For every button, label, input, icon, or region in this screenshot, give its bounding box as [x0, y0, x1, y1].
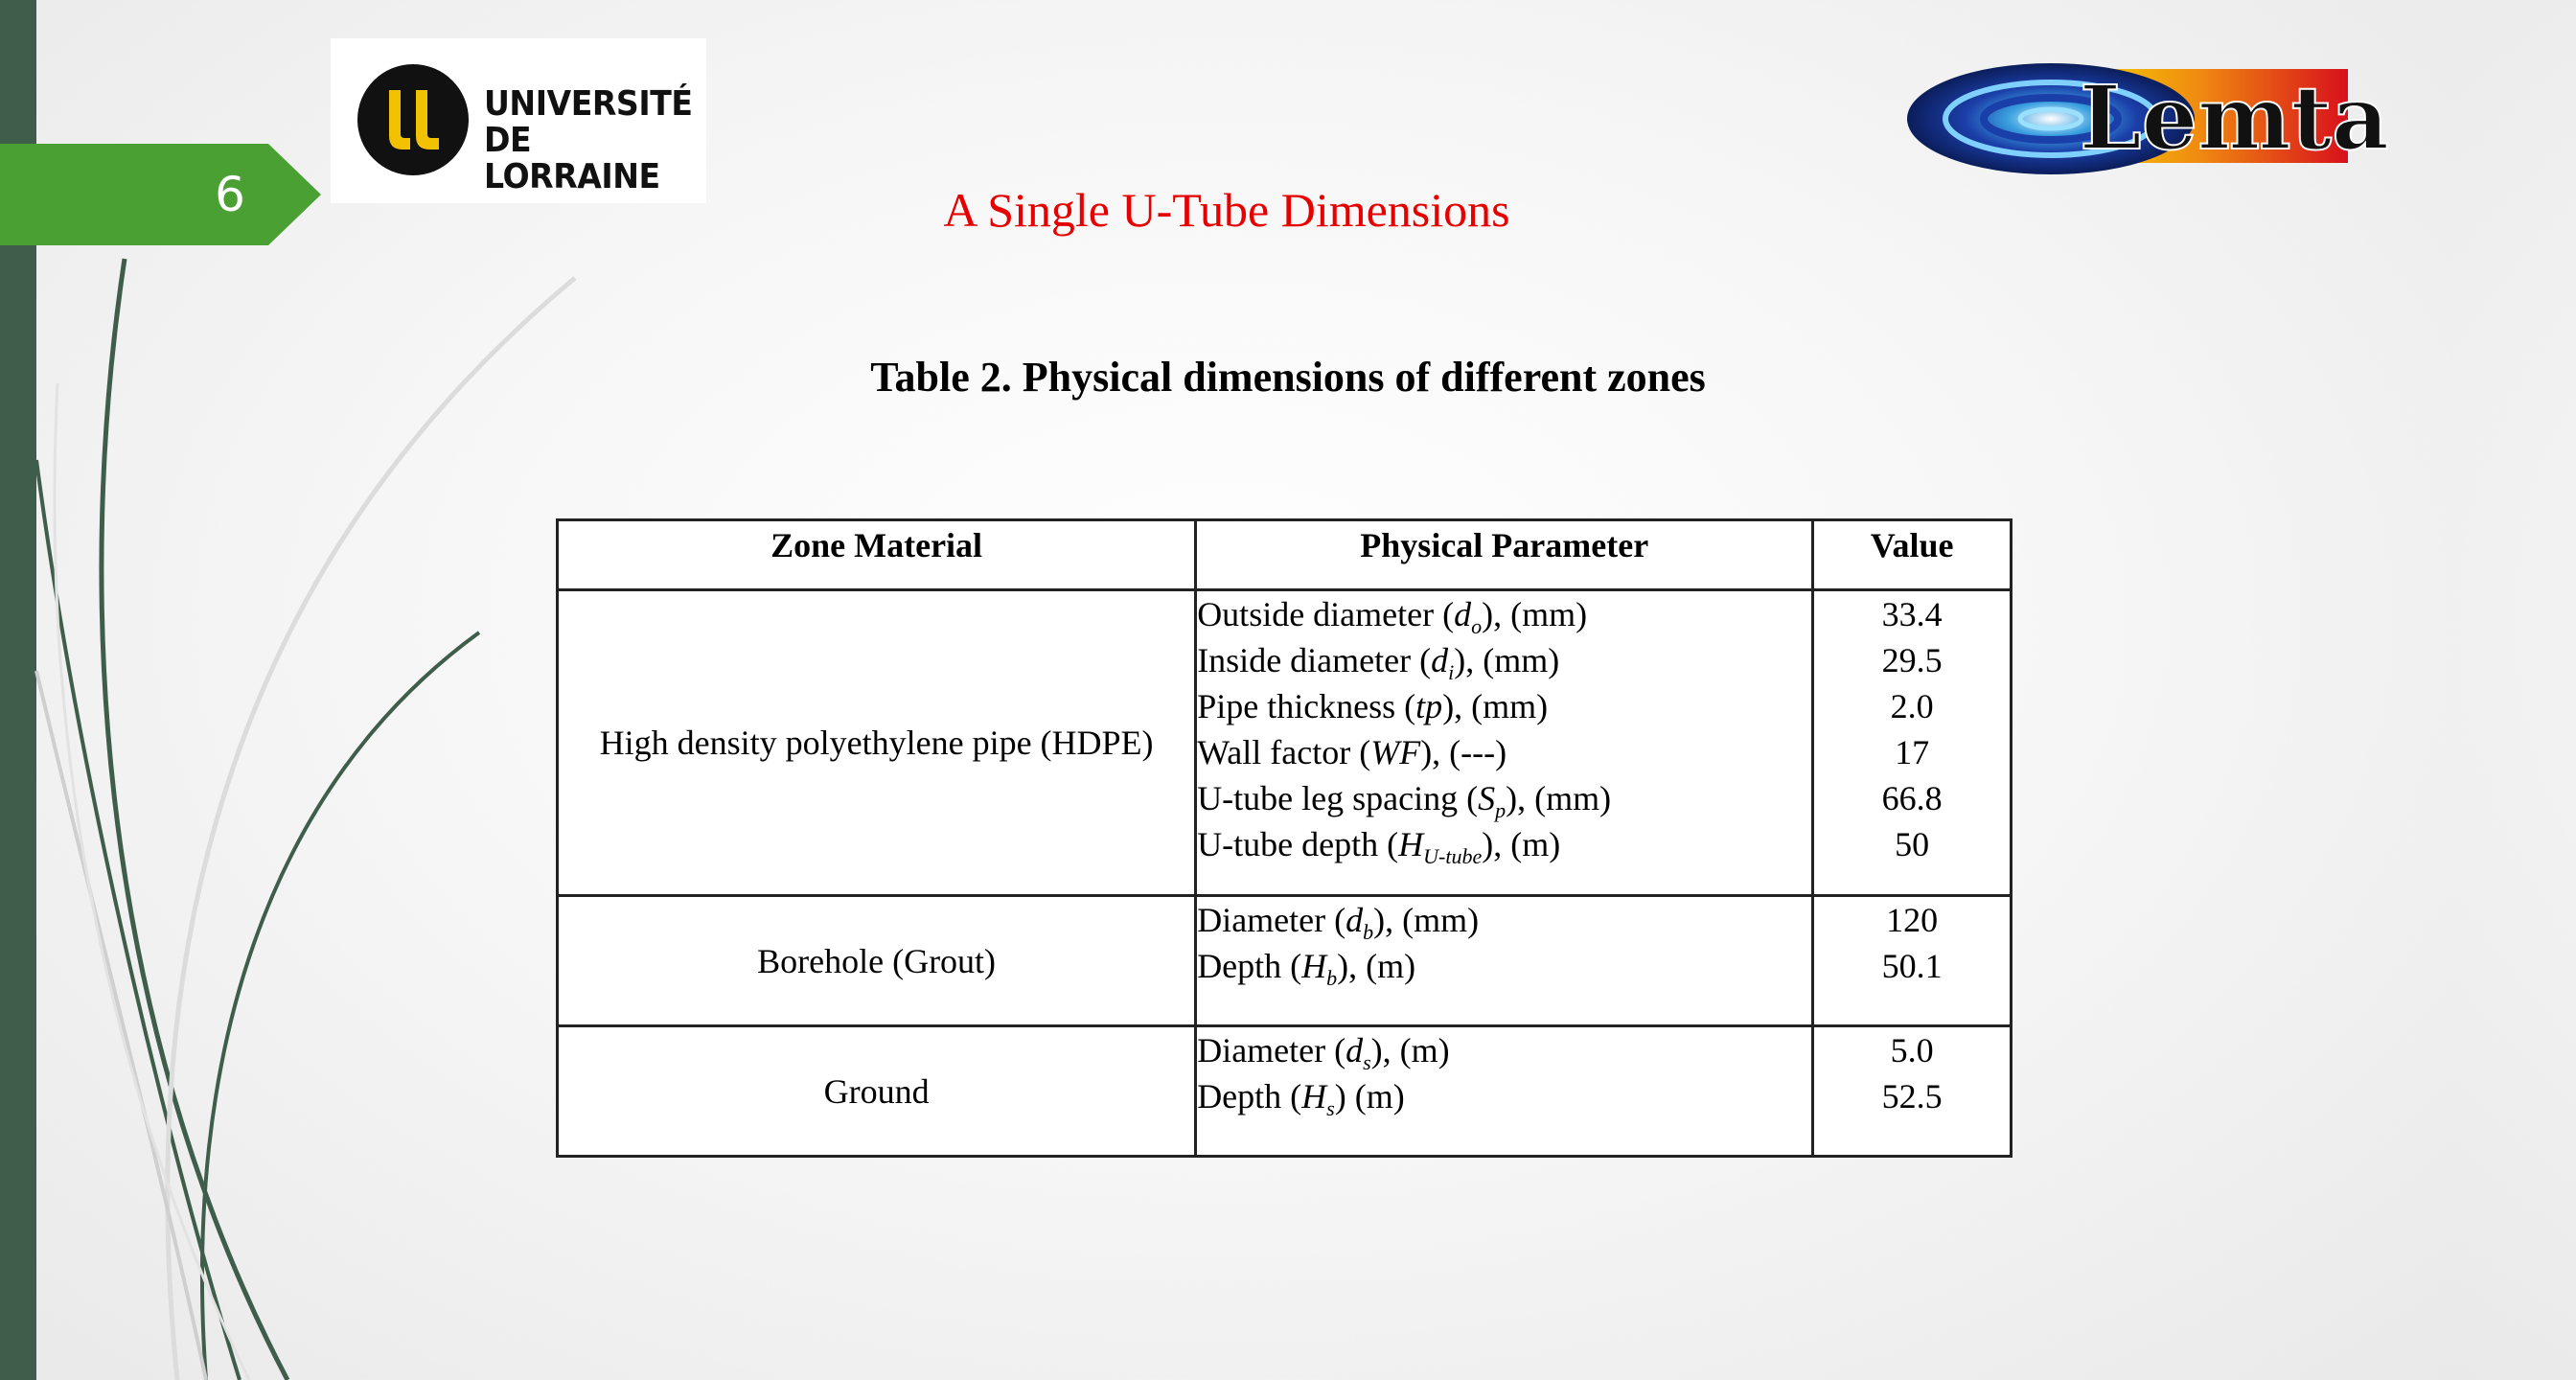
- params-cell: [1196, 896, 1813, 1026]
- table-row: [558, 1026, 2012, 1157]
- value-line: 17: [1895, 733, 1930, 771]
- param-line: Diameter $(d_s)$, (m): [1197, 1031, 1450, 1075]
- page-number: 6: [215, 167, 245, 222]
- params-cell: [1196, 590, 1813, 896]
- table-caption: Table 2. Physical dimensions of different zones: [870, 354, 1706, 401]
- param-line: Inside diameter $(d_i)$, (mm): [1197, 641, 1560, 685]
- params-cell: [1196, 1026, 1813, 1157]
- param-line: U-tube depth $(H_{U-tube})$, (m): [1197, 825, 1561, 869]
- slide-title-text: A Single U-Tube Dimensions: [943, 183, 1510, 237]
- table-row: [558, 896, 2012, 1026]
- ul-logo-mark-icon: [355, 61, 472, 178]
- dimensions-table: [556, 518, 2012, 1158]
- ul-logo-text: [484, 86, 692, 196]
- value-line: 29.5: [1881, 641, 1943, 679]
- table-header-row: [558, 520, 2012, 590]
- value-line: 5.0: [1890, 1031, 1934, 1070]
- value-line: 50.1: [1881, 947, 1943, 985]
- lemta-logo: [1907, 48, 2389, 180]
- values-cell: [1813, 896, 2012, 1026]
- slide-title: [0, 182, 2453, 238]
- zone-cell: Borehole (Grout): [558, 896, 1196, 1026]
- param-line: Wall factor (WF), (---): [1197, 733, 1507, 771]
- value-line: 2.0: [1890, 687, 1934, 725]
- header-zone-material: Zone Material: [558, 520, 1196, 590]
- value-line: 33.4: [1881, 595, 1943, 633]
- universite-de-lorraine-logo: [331, 38, 706, 203]
- param-line: Pipe thickness (tp), (mm): [1197, 687, 1549, 725]
- values-cell: [1813, 1026, 2012, 1157]
- value-line: 120: [1886, 901, 1939, 939]
- value-line: 50: [1895, 825, 1930, 863]
- ul-logo-line2: DE LORRAINE: [484, 121, 660, 196]
- table-row: [558, 590, 2012, 896]
- values-cell: [1813, 590, 2012, 896]
- param-line: Depth $(H_b)$, (m): [1197, 947, 1416, 991]
- zone-cell: Ground: [558, 1026, 1196, 1157]
- header-physical-parameter: Physical Parameter: [1196, 520, 1813, 590]
- header-value: Value: [1813, 520, 2012, 590]
- param-line: Diameter $(d_b)$, (mm): [1197, 901, 1480, 945]
- lemta-logo-text: Lemta: [2080, 66, 2389, 170]
- value-line: 66.8: [1881, 779, 1943, 817]
- param-line: Outside diameter $(d_o)$, (mm): [1197, 595, 1588, 639]
- ul-logo-line1: UNIVERSITÉ: [484, 84, 693, 124]
- param-line: Depth $(H_s)$ (m): [1197, 1077, 1405, 1121]
- value-line: 52.5: [1881, 1077, 1943, 1116]
- param-line: U-tube leg spacing $(S_p)$, (mm): [1197, 779, 1612, 823]
- zone-cell: High density polyethylene pipe (HDPE): [558, 590, 1196, 896]
